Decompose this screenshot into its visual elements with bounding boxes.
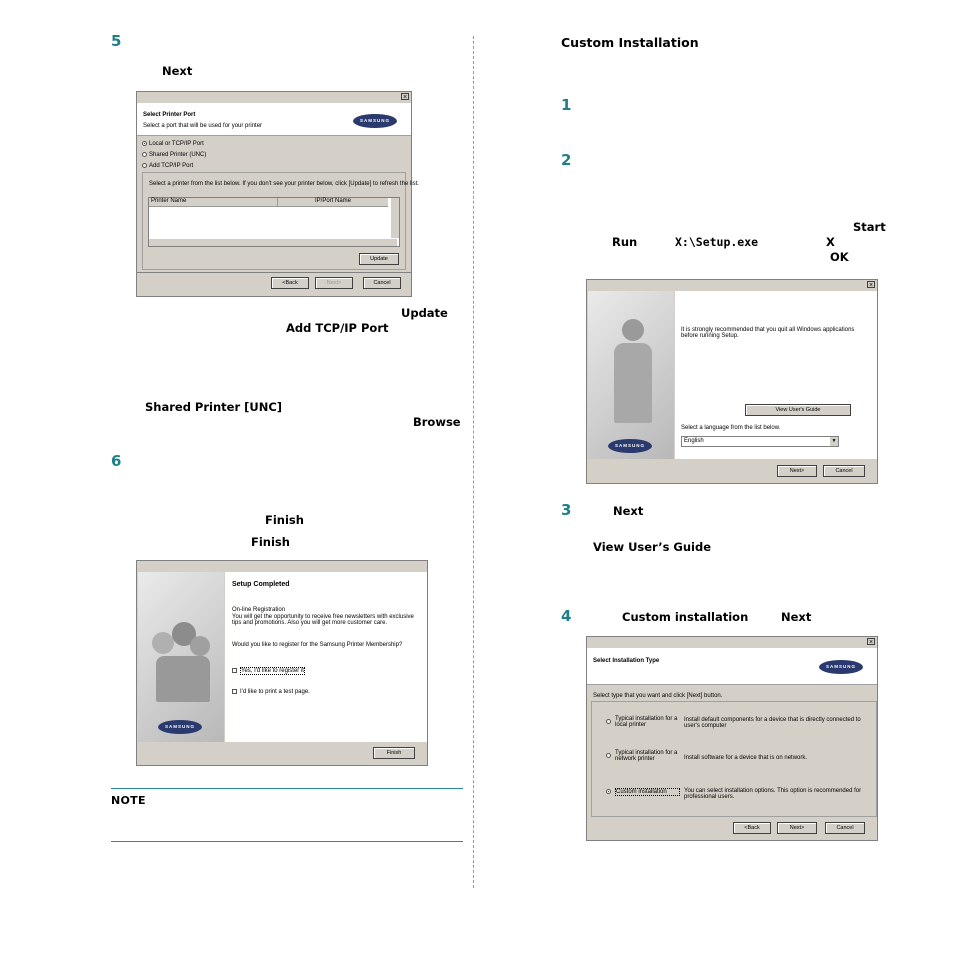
finish-label-1: Finish (265, 513, 304, 527)
start-label: Start (853, 220, 886, 234)
radio-typical-network[interactable] (606, 750, 680, 762)
radio-label: Local or TCP/IP Port (149, 141, 204, 148)
registration-title: On-line Registration (232, 607, 286, 613)
next-button[interactable]: Next> (777, 822, 817, 834)
radio-label: Typical installation for a network printer (615, 750, 678, 762)
dialog-content (225, 572, 427, 742)
dialog-titlebar (137, 92, 411, 102)
person-body-icon (614, 343, 652, 423)
dialog-title: Setup Completed (232, 581, 290, 588)
step-4-number: 4 (561, 607, 572, 625)
setup-exe-label: X:\Setup.exe (675, 235, 759, 249)
col-header-port[interactable]: IP/Port Name (278, 198, 388, 207)
install-type-group (591, 701, 877, 817)
dialog-titlebar (587, 280, 877, 290)
welcome-text: It is strongly recommended that you quit all Windows applications before running Setup. (681, 327, 855, 339)
registration-text: You will get the opportunity to receive free newsletters with exclusive tips and promotions. Also you will get more customer care. (232, 614, 414, 626)
shared-printer-label: Shared Printer [UNC] (145, 400, 283, 414)
setup-welcome-dialog (586, 279, 878, 484)
run-label: Run (612, 235, 638, 249)
registration-question: Would you like to register for the Samsung Printer Membership? (232, 642, 403, 648)
note-heading: NOTE (111, 794, 146, 807)
update-button[interactable]: Update (359, 253, 399, 265)
radio-label: Custom installation (615, 788, 680, 796)
dialog-separator (137, 272, 411, 273)
step-5-next-label: Next (162, 64, 193, 78)
column-divider (473, 36, 474, 888)
add-tcp-port-label: Add TCP/IP Port (286, 321, 389, 335)
radio-icon (142, 152, 147, 157)
radio-shared-printer[interactable] (142, 152, 206, 158)
samsung-logo: SAMSUNG (353, 114, 397, 128)
list-instruction: Select a printer from the list below. If you don't see your printer below, click [Update] to refresh the list. (149, 181, 419, 187)
radio-label: Shared Printer (UNC) (149, 152, 207, 159)
person-illustration (588, 291, 674, 459)
dialog-subtitle: Select a port that will be used for your printer (143, 123, 263, 129)
cancel-button[interactable]: Cancel (823, 465, 865, 477)
back-button[interactable]: <Back (271, 277, 309, 289)
radio-selected-icon (142, 141, 147, 146)
person-body-icon (156, 656, 210, 702)
step-4-next-label: Next (781, 610, 812, 624)
back-button[interactable]: <Back (733, 822, 771, 834)
chevron-down-icon[interactable]: ▼ (831, 438, 837, 444)
step-1-number: 1 (561, 96, 572, 114)
col-header-printer[interactable]: Printer Name (149, 198, 278, 207)
samsung-logo: SAMSUNG (819, 660, 863, 674)
cancel-button[interactable]: Cancel (825, 822, 865, 834)
radio-typical-local[interactable] (606, 716, 680, 728)
next-button[interactable]: Next> (315, 277, 353, 289)
person-head-icon (190, 636, 210, 656)
language-label: Select a language from the list below. (681, 425, 781, 431)
radio-add-tcp-port[interactable] (142, 163, 193, 169)
person-head-icon (622, 319, 644, 341)
next-button[interactable]: Next> (777, 465, 817, 477)
custom-installation-label: Custom installation (622, 610, 749, 624)
update-label: Update (401, 306, 448, 320)
browse-label: Browse (413, 415, 461, 429)
vertical-scrollbar[interactable] (391, 198, 399, 238)
cancel-button[interactable]: Cancel (363, 277, 401, 289)
radio-label: Typical installation for a local printer (615, 716, 678, 728)
view-users-guide-button[interactable]: View User's Guide (745, 404, 851, 416)
checkbox-icon (232, 689, 237, 694)
language-select[interactable] (681, 436, 839, 447)
radio-icon (142, 163, 147, 168)
checkbox-icon (232, 668, 237, 673)
dialog-header (137, 103, 411, 136)
radio-icon (606, 719, 611, 724)
step-3-next-label: Next (613, 504, 644, 518)
step-5-number: 5 (111, 32, 122, 50)
close-icon[interactable]: × (402, 94, 408, 101)
note-top-rule (111, 788, 463, 789)
step-3-number: 3 (561, 501, 572, 519)
samsung-logo: SAMSUNG (608, 439, 652, 453)
people-illustration (138, 572, 224, 742)
close-icon[interactable]: × (868, 282, 874, 289)
select-printer-port-dialog (136, 91, 419, 297)
printer-list[interactable] (148, 197, 400, 247)
person-head-icon (152, 632, 174, 654)
installation-type-dialog (586, 636, 878, 841)
custom-installation-heading: Custom Installation (561, 35, 699, 50)
dialog-titlebar (587, 637, 877, 647)
radio-custom-installation[interactable] (606, 788, 680, 796)
note-bottom-rule (111, 841, 463, 842)
horizontal-scrollbar[interactable] (149, 239, 397, 246)
radio-label: Add TCP/IP Port (149, 163, 194, 170)
dialog-title: Select Installation Type (593, 658, 660, 664)
print-test-page-checkbox[interactable] (232, 689, 310, 695)
checkbox-label: Yes, I'd like to register it (241, 668, 304, 675)
typical-network-description: Install software for a device that is on network. (684, 755, 808, 761)
close-icon[interactable]: × (868, 639, 874, 646)
ok-label: OK (830, 250, 849, 264)
type-instruction: Select type that you want and click [Next] button. (593, 693, 723, 699)
setup-completed-dialog (136, 560, 428, 766)
view-users-guide-label: View User’s Guide (593, 540, 712, 554)
radio-local-port[interactable] (142, 141, 204, 147)
custom-installation-description: You can select installation options. This option is recommended for professional users. (684, 788, 862, 800)
dialog-header (587, 648, 877, 685)
register-checkbox[interactable] (232, 668, 305, 674)
step-6-number: 6 (111, 452, 122, 470)
step-2-number: 2 (561, 151, 572, 169)
radio-icon (606, 753, 611, 758)
finish-button[interactable]: Finish (373, 747, 415, 759)
language-select-value: English (684, 438, 704, 444)
typical-local-description: Install default components for a device that is directly connected to user's computer (684, 717, 861, 729)
samsung-logo: SAMSUNG (158, 720, 202, 734)
printer-list-group (142, 172, 419, 270)
checkbox-label: I'd like to print a test page. (240, 689, 310, 696)
dialog-titlebar (137, 561, 427, 571)
dialog-title: Select Printer Port (143, 112, 196, 118)
finish-label-2: Finish (251, 535, 290, 549)
radio-selected-icon (606, 789, 611, 794)
drive-x-label: X (826, 235, 835, 249)
dialog-content (675, 291, 877, 459)
